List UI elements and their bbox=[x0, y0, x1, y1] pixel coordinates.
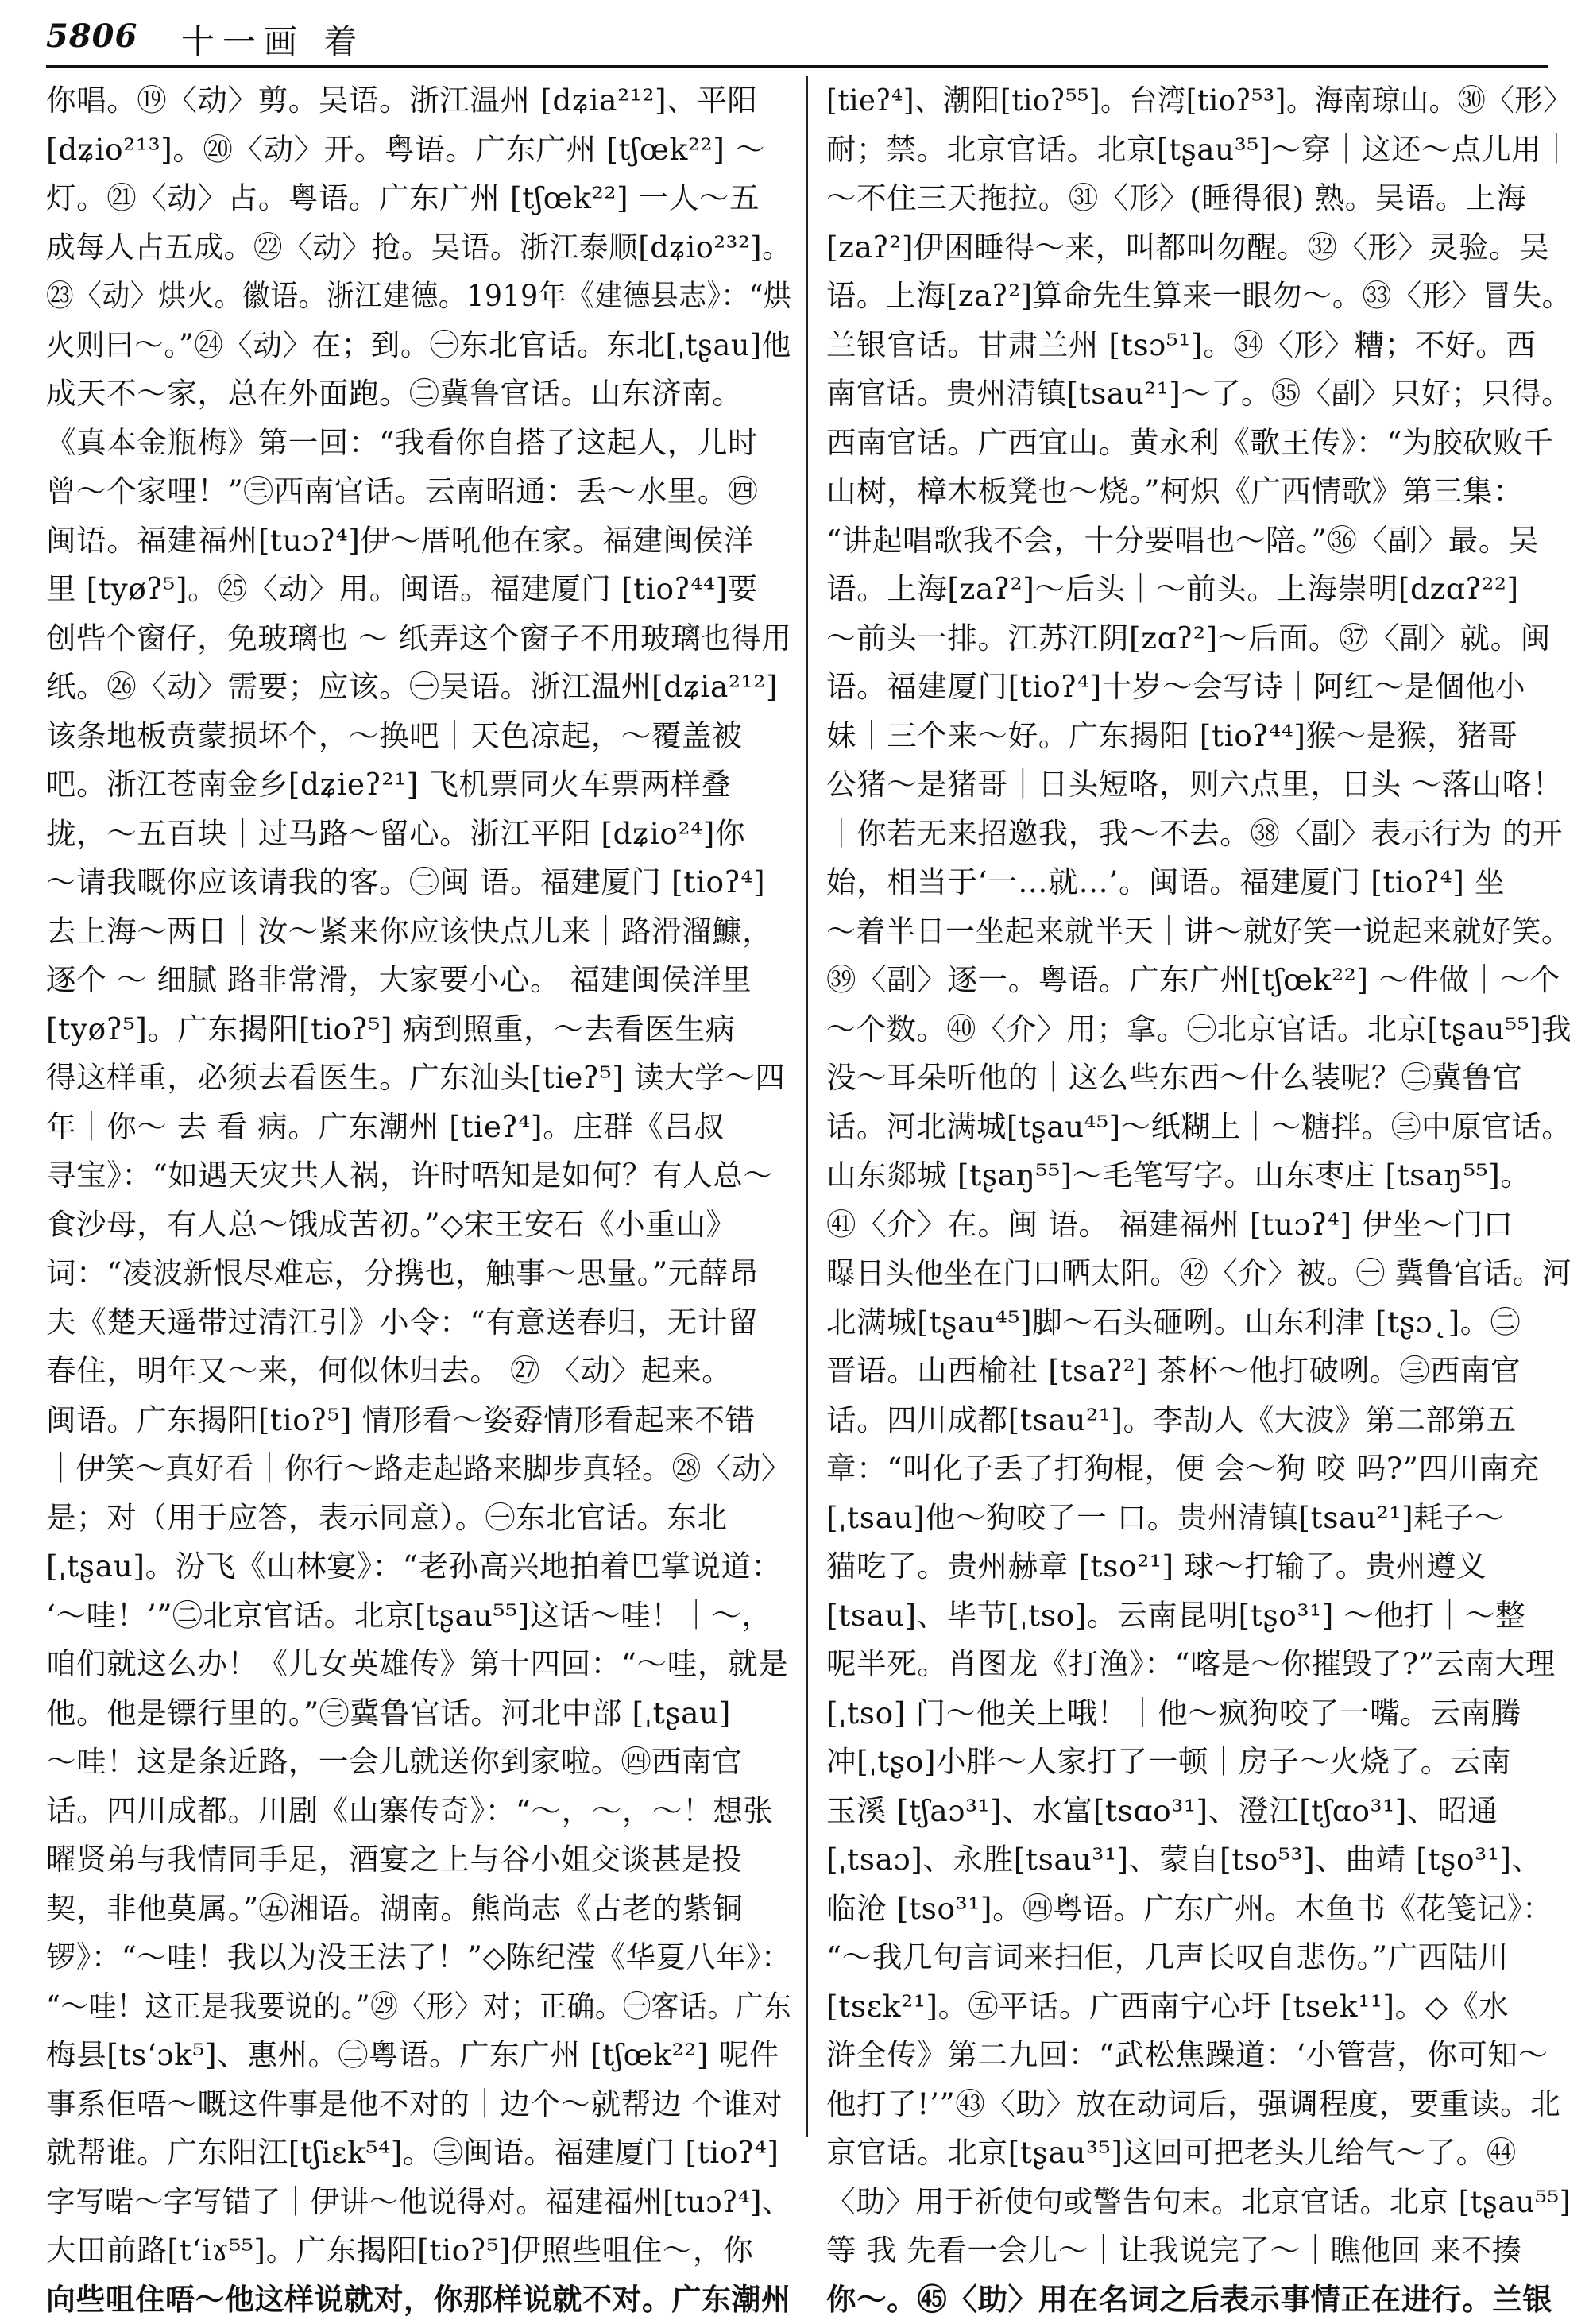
text-line: 灯。㉑〈动〉占。粤语。广东广州 [tʃœk²²] 一人～五 bbox=[46, 174, 791, 223]
text-line: 是；对（用于应答，表示同意）。㊀东北官话。东北 bbox=[46, 1494, 791, 1543]
text-line: [ˌtso] 门～他关上哦！｜他～疯狗咬了一嘴。云南腾 bbox=[826, 1689, 1572, 1738]
text-line: ｜你若无来招邀我，我～不去。㊳〈副〉表示行为 的开 bbox=[826, 810, 1572, 859]
text-line: 曾～个家哩！”㊂西南官话。云南昭通：丢～水里。㊃ bbox=[46, 467, 791, 516]
text-line: 年｜你～ 去 看 病。广东潮州 [tieʔ⁴]。庄群《吕叔 bbox=[46, 1103, 791, 1152]
right-column bbox=[826, 73, 1572, 2139]
text-line: 他。他是镖行里的。”㊂冀鲁官话。河北中部 [ˌtʂau] bbox=[46, 1689, 791, 1738]
running-head: 十一画 着 bbox=[181, 16, 365, 64]
text-line: 你～。㊺〈助〉用在名词之后表示事情正在进行。兰银 bbox=[826, 2276, 1572, 2324]
text-line: 京官话。北京[tʂau³⁵]这回可把老头儿给气～了。㊹ bbox=[826, 2129, 1572, 2178]
text-line: 话。四川成都。川剧《山寨传奇》：“～，～，～！想张 bbox=[46, 1787, 791, 1836]
text-line: [ˌtʂau]。汾飞《山林宴》：“老孙高兴地拍着巴掌说道： bbox=[46, 1542, 791, 1591]
text-line: 闽语。广东揭阳[tioʔ⁵] 情形看～姿孬情形看起来不错 bbox=[46, 1396, 791, 1445]
text-line: 闽语。福建福州[tuɔʔ⁴]伊～厝吼他在家。福建闽侯洋 bbox=[46, 516, 791, 566]
text-line: 就帮谁。广东阳江[tʃiɛk⁵⁴]。㊂闽语。福建厦门 [tioʔ⁴] bbox=[46, 2129, 791, 2178]
text-line: 咱们就这么办！《儿女英雄传》第十四回：“～哇，就是 bbox=[46, 1640, 791, 1689]
text-line: ～着半日一坐起来就半天｜讲～就好笑一说起来就好笑。 bbox=[826, 907, 1572, 957]
text-line: ㊶〈介〉在。闽 语。 福建福州 [tuɔʔ⁴] 伊坐～门口 bbox=[826, 1201, 1572, 1250]
text-line: 你唱。⑲〈动〉剪。吴语。浙江温州 [dʑia²¹²]、平阳 bbox=[46, 76, 791, 126]
text-line: 曝日头他坐在门口晒太阳。㊷〈介〉被。㊀ 冀鲁官话。河 bbox=[826, 1249, 1572, 1298]
text-line: 他打了!’”㊸〈助〉放在动词后，强调程度，要重读。北 bbox=[826, 2080, 1572, 2129]
text-line: 语。福建厦门[tioʔ⁴]十岁～会写诗｜阿红～是個他小 bbox=[826, 663, 1572, 712]
text-line: [zaʔ²]伊困睡得～来，叫都叫勿醒。㉜〈形〉灵验。吴 bbox=[826, 223, 1572, 273]
text-line: 耐；禁。北京官话。北京[tʂau³⁵]～穿｜这还～点儿用｜ bbox=[826, 126, 1572, 175]
text-line: 契，非他莫属。”㊄湘语。湖南。熊尚志《古老的紫铜 bbox=[46, 1885, 791, 1934]
text-line: 浒全传》第二九回：“武松焦躁道：‘小管营，你可知～ bbox=[826, 2031, 1572, 2080]
text-line: 妹｜三个来～好。广东揭阳 [tioʔ⁴⁴]猴～是猴，猪哥 bbox=[826, 712, 1572, 761]
text-line: ㉓〈动〉烘火。徽语。浙江建德。1919年《建德县志》：“烘 bbox=[46, 272, 791, 321]
text-line: 西南官话。广西宜山。黄永利《歌王传》：“为胶砍败千 bbox=[826, 419, 1572, 468]
text-line: [tsau]、毕节[ˌtso]。云南昆明[tʂo³¹] ～他打｜～整 bbox=[826, 1591, 1572, 1641]
text-line: 语。上海[zaʔ²]～后头｜～前头。上海崇明[dzɑʔ²²] bbox=[826, 565, 1572, 614]
text-line: 《真本金瓶梅》第一回：“我看你自搭了这起人，儿时 bbox=[46, 419, 791, 468]
text-line: [tyøʔ⁵]。广东揭阳[tioʔ⁵] 病到照重，～去看医生病 bbox=[46, 1005, 791, 1054]
text-line: 字写啱～字写错了｜伊讲～他说得对。福建福州[tuɔʔ⁴]、 bbox=[46, 2178, 791, 2227]
text-line: ～个数。㊵〈介〉用；拿。㊀北京官话。北京[tʂau⁵⁵]我 bbox=[826, 1005, 1572, 1054]
text-line: 夫《楚天遥带过清江引》小令：“有意送春归，无计留 bbox=[46, 1298, 791, 1348]
text-line: 话。四川成都[tsau²¹]。李劼人《大波》第二部第五 bbox=[826, 1396, 1572, 1445]
text-line: 春住，明年又～来，何似休归去。 ㉗ 〈动〉起来。 bbox=[46, 1347, 791, 1396]
text-line: 食沙母，有人总～饿成苦初。”◇宋王安石《小重山》 bbox=[46, 1201, 791, 1250]
column-divider bbox=[806, 76, 808, 2137]
text-line: 语。上海[zaʔ²]算命先生算来一眼勿～。㉝〈形〉冒失。 bbox=[826, 272, 1572, 321]
header-rule bbox=[46, 65, 1548, 68]
text-line: 猫吃了。贵州赫章 [tso²¹] 球～打输了。贵州遵义 bbox=[826, 1542, 1572, 1591]
page-number: 5806 bbox=[46, 17, 137, 55]
text-line: 创呰个窗仔，免玻璃也 ～ 纸弄这个窗子不用玻璃也得用 bbox=[46, 614, 791, 663]
text-line: 得这样重，必须去看医生。广东汕头[tieʔ⁵] 读大学～四 bbox=[46, 1054, 791, 1103]
text-line: 去上海～两日｜汝～紧来你应该快点儿来｜路滑溜鱇， bbox=[46, 907, 791, 957]
text-line: 纸。㉖〈动〉需要；应该。㊀吴语。浙江温州[dʑia²¹²] bbox=[46, 663, 791, 712]
text-line: 成天不～家，总在外面跑。㊁冀鲁官话。山东济南。 bbox=[46, 369, 791, 419]
text-line: 该条地板贲蒙损坏个，～换吧｜天色凉起，～覆盖被 bbox=[46, 712, 791, 761]
text-line: ‘～哇！’”㊁北京官话。北京[tʂau⁵⁵]这话～哇！｜～， bbox=[46, 1591, 791, 1641]
text-line: 冲[ˌtʂo]小胖～人家打了一顿｜房子～火烧了。云南 bbox=[826, 1738, 1572, 1787]
page-header bbox=[0, 0, 1589, 72]
text-line: 呢半死。肖图龙《打渔》：“喀是～你摧毁了?”云南大理 bbox=[826, 1640, 1572, 1689]
text-line: ～请我嘅你应该请我的客。㊁闽 语。福建厦门 [tioʔ⁴] bbox=[46, 858, 791, 907]
text-line: 火则曰～。”㉔〈动〉在；到。㊀东北官话。东北[ˌtʂau]他 bbox=[46, 321, 791, 370]
text-line: “讲起唱歌我不会，十分要唱也～陪。”㊱〈副〉最。吴 bbox=[826, 516, 1572, 566]
text-line: 临沧 [tso³¹]。㊃粤语。广东广州。木鱼书《花笺记》： bbox=[826, 1885, 1572, 1934]
text-line: 晋语。山西榆社 [tsaʔ²] 茶杯～他打破咧。㊂西南官 bbox=[826, 1347, 1572, 1396]
text-line: 南官话。贵州清镇[tsau²¹]～了。㉟〈副〉只好；只得。 bbox=[826, 369, 1572, 419]
text-line: 兰银官话。甘肃兰州 [tsɔ⁵¹]。㉞〈形〉糟；不好。西 bbox=[826, 321, 1572, 370]
left-column bbox=[46, 73, 791, 2139]
text-line: 里 [tyøʔ⁵]。㉕〈动〉用。闽语。福建厦门 [tioʔ⁴⁴]要 bbox=[46, 565, 791, 614]
text-line: 山树，樟木板凳也～烧。”柯炽《广西情歌》第三集： bbox=[826, 467, 1572, 516]
text-line: 始，相当于‘一…就…’。闽语。福建厦门 [tioʔ⁴] 坐 bbox=[826, 858, 1572, 907]
text-line: “～哇！这正是我要说的。”㉙〈形〉对；正确。㊀客话。广东 bbox=[46, 1982, 791, 2032]
text-line: 等 我 先看一会儿～｜让我说完了～｜瞧他回 来不揍 bbox=[826, 2226, 1572, 2276]
text-line: 〈助〉用于祈使句或警告句末。北京官话。北京 [tʂau⁵⁵] bbox=[826, 2178, 1572, 2227]
text-line: 公猪～是猪哥｜日头短咯，则六点里，日头 ～落山咯！ bbox=[826, 760, 1572, 810]
text-line: 词：“凌波新恨尽难忘，分携也，触事～思量。”元薛昂 bbox=[46, 1249, 791, 1298]
text-line: 章：“叫化子丢了打狗棍，便 会～狗 咬 吗?”四川南充 bbox=[826, 1444, 1572, 1494]
text-line: 玉溪 [tʃaɔ³¹]、水富[tsɑo³¹]、澄江[tʃɑo³¹]、昭通 bbox=[826, 1787, 1572, 1836]
text-line: 吧。浙江苍南金乡[dʑieʔ²¹] 飞机票同火车票两样叠 bbox=[46, 760, 791, 810]
text-line: ㊴〈副〉逐一。粤语。广东广州[tʃœk²²] ～件做｜～个 bbox=[826, 956, 1572, 1005]
text-line: ｜伊笑～真好看｜你行～路走起路来脚步真轻。㉘〈动〉 bbox=[46, 1444, 791, 1494]
text-line: 北满城[tʂau⁴⁵]脚～石头砸咧。山东利津 [tʂɔ˛]。㊁ bbox=[826, 1298, 1572, 1348]
text-line: 事系佢唔～嘅这件事是他不对的｜边个～就帮边 个谁对 bbox=[46, 2080, 791, 2129]
text-line: 向些咀住唔～他这样说就对，你那样说就不对。广东潮州 bbox=[46, 2276, 791, 2324]
text-line: “～我几句言词来扫佢，几声长叹自悲伤。”广西陆川 bbox=[826, 1933, 1572, 1982]
text-line: 山东郯城 [tʂaŋ⁵⁵]～毛笔写字。山东枣庄 [tsaŋ⁵⁵]。 bbox=[826, 1151, 1572, 1201]
text-line: 梅县[tsʻɔk⁵]、惠州。㊁粤语。广东广州 [tʃœk²²] 呢件 bbox=[46, 2031, 791, 2080]
text-line: 曜贤弟与我情同手足，酒宴之上与谷小姐交谈甚是投 bbox=[46, 1835, 791, 1885]
text-line: 成每人占五成。㉒〈动〉抢。吴语。浙江泰顺[dʑio²³²]。 bbox=[46, 223, 791, 273]
text-line: 拢，～五百块｜过马路～留心。浙江平阳 [dʑio²⁴]你 bbox=[46, 810, 791, 859]
text-line: 没～耳朵听他的｜这么些东西～什么装呢？㊁冀鲁官 bbox=[826, 1054, 1572, 1103]
text-line: [dʑio²¹³]。⑳〈动〉开。粤语。广东广州 [tʃœk²²] ～ bbox=[46, 126, 791, 175]
text-line: ～不住三天拖拉。㉛〈形〉(睡得很) 熟。吴语。上海 bbox=[826, 174, 1572, 223]
text-line: 话。河北满城[tʂau⁴⁵]～纸糊上｜～糖拌。㊂中原官话。 bbox=[826, 1103, 1572, 1152]
text-line: [tieʔ⁴]、潮阳[tioʔ⁵⁵]。台湾[tioʔ⁵³]。海南琼山。㉚〈形〉 bbox=[826, 76, 1572, 126]
text-line: 寻宝》：“如遇天灾共人祸，许时唔知是如何？有人总～ bbox=[46, 1151, 791, 1201]
text-line: 逐个 ～ 细腻 路非常滑，大家要小心。 福建闽侯洋里 bbox=[46, 956, 791, 1005]
text-line: ～哇！这是条近路，一会儿就送你到家啦。㊃西南官 bbox=[46, 1738, 791, 1787]
text-line: [ˌtsau]他～狗咬了一 口。贵州清镇[tsau²¹]耗子～ bbox=[826, 1494, 1572, 1543]
text-line: [ˌtsaɔ]、永胜[tsau³¹]、蒙自[tso⁵³]、曲靖 [tʂo³¹]、 bbox=[826, 1835, 1572, 1885]
text-line: ～前头一排。江苏江阴[zɑʔ²]～后面。㊲〈副〉就。闽 bbox=[826, 614, 1572, 663]
text-line: 锣》：“～哇！我以为没王法了！”◇陈纪滢《华夏八年》： bbox=[46, 1933, 791, 1982]
text-line: 大田前路[tʻiɤ⁵⁵]。广东揭阳[tioʔ⁵]伊照些咀住～，你 bbox=[46, 2226, 791, 2276]
text-line: [tsɛk²¹]。㊄平话。广西南宁心圩 [tsek¹¹]。◇《水 bbox=[826, 1982, 1572, 2032]
